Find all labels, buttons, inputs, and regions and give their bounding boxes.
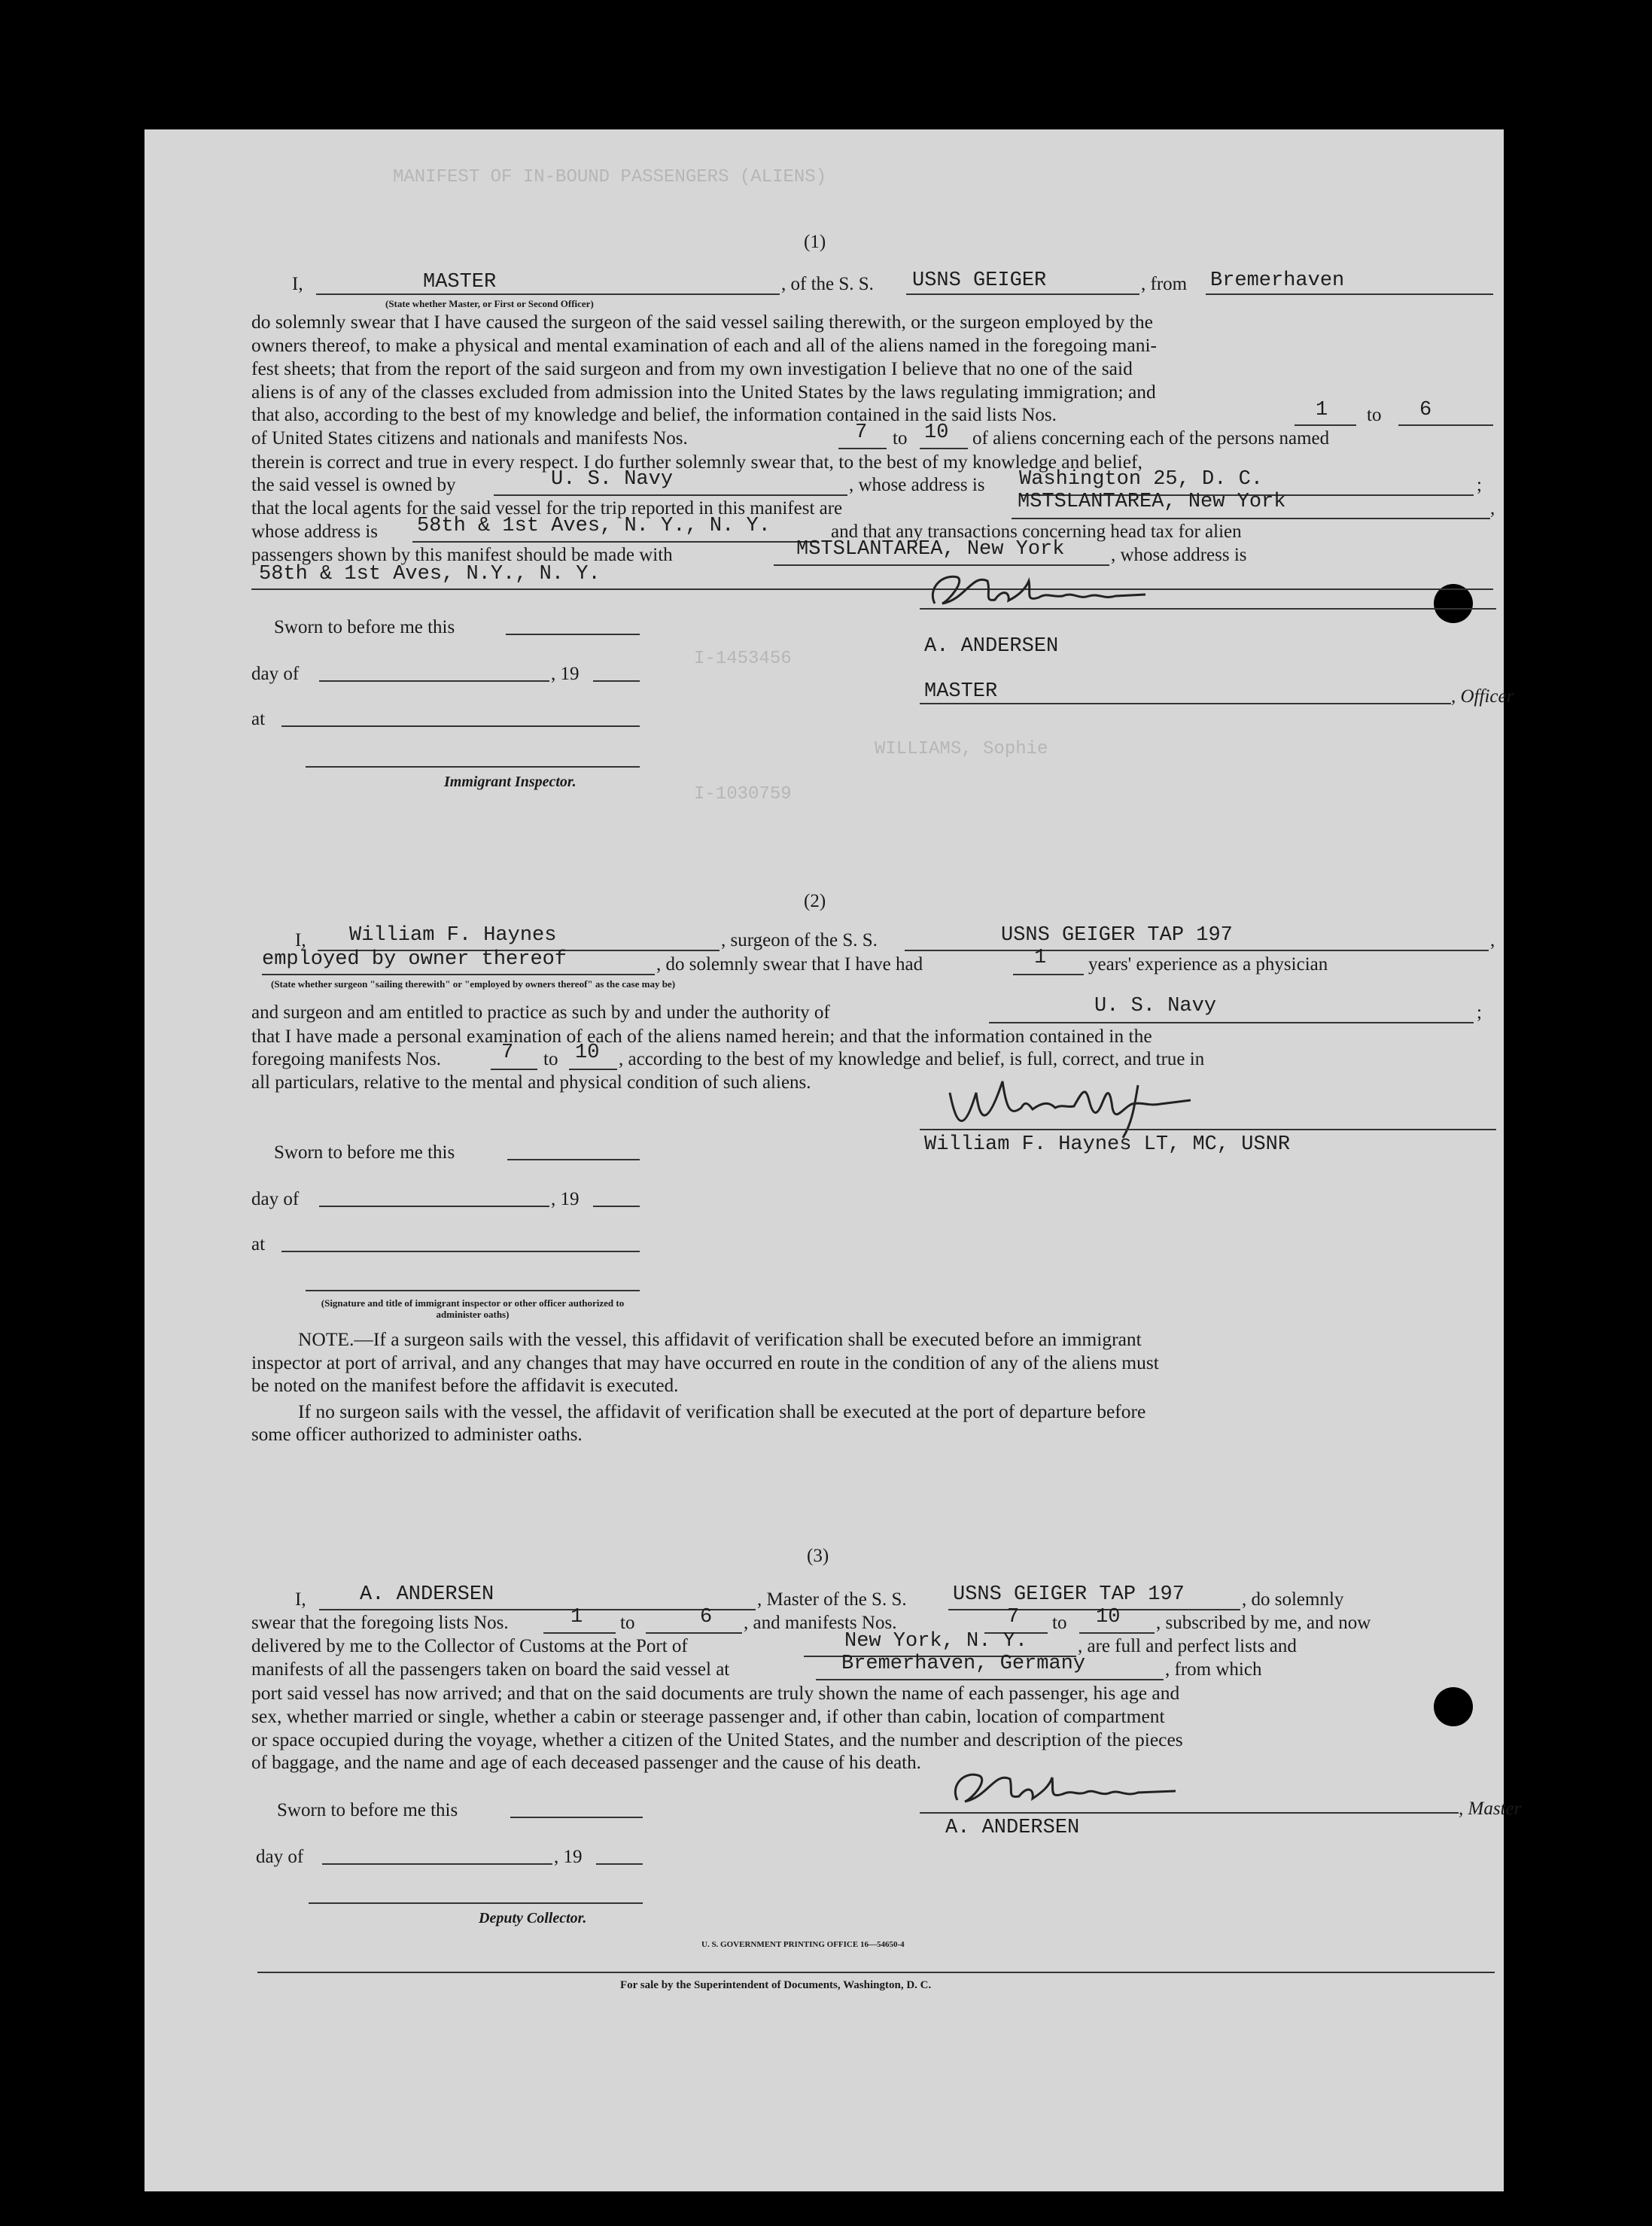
s3-line-7: or space occupied during the voyage, whether a citizen of the United States, and the number and description of the pieces [251,1729,1183,1750]
s3-line-5: port said vessel has now arrived; and that on the said documents are truly shown the name of each passenger, his age and [251,1682,1180,1704]
s1-agents-line [1012,518,1490,519]
s3-collector-caption: Deputy Collector. [479,1910,587,1926]
s1-dayof-line [319,680,549,682]
s3-collector-line [309,1902,643,1904]
s2-note-3: be noted on the manifest before the affidavit is executed. [251,1376,679,1396]
s3-dayof-line [322,1863,552,1865]
s1-signature-line [920,608,1496,610]
s3-lists-from: 1 [570,1606,583,1628]
s1-agents-field: MSTSLANTAREA, New York [1018,491,1286,513]
s1-master-caption: (State whether Master, or First or Second Officer) [385,298,594,309]
bleed-through-text: MANIFEST OF IN-BOUND PASSENGERS (ALIENS) [393,167,827,187]
s2-at-line [281,1251,640,1252]
s3-port-field: New York, N. Y. [844,1630,1028,1653]
s1-signature-name: A. ANDERSEN [924,635,1059,658]
s2-years-field: 1 [1034,947,1047,969]
s1-man-to: 10 [924,421,949,444]
s3-line-6: sex, whether married or single, whether a cabin or steerage passenger and, if other than cabin, location of compartment [251,1705,1165,1727]
section-3-number: (3) [807,1546,829,1566]
s3-lists-to: 6 [700,1606,713,1628]
s1-year-label: , 19 [551,664,580,684]
s3-master-label: , Master [1459,1799,1522,1819]
s3-line-4a: manifests of all the passengers taken on board the said vessel at [251,1659,730,1680]
bleed-through-text: I-1453456 [694,649,792,669]
footer-gpo: U. S. GOVERNMENT PRINTING OFFICE 16—54650-4 [701,1940,905,1949]
s1-master-field: MASTER [423,271,497,293]
s3-man-to: 10 [1096,1606,1121,1628]
s3-do-solemnly: , do solemnly [1242,1589,1344,1610]
s1-lists-to-line [1398,424,1493,426]
s1-lists-from: 1 [1316,399,1328,421]
s2-line-5a: foregoing manifests Nos. [251,1049,442,1069]
s1-line-10b: and that any transactions concerning head tax for alien [831,522,1242,542]
s1-owner-addr: Washington 25, D. C. [1019,468,1264,491]
s3-line-2a: swear that the foregoing lists Nos. [251,1613,509,1633]
section-1-number: (1) [804,232,826,252]
s1-i-label: I, [292,274,303,294]
s3-line-2c: , subscribed by me, and now [1156,1613,1371,1633]
s2-signature-name: William F. Haynes LT, MC, USNR [924,1133,1291,1156]
document-page [145,129,1522,2191]
s3-master-line [319,1609,756,1610]
s1-from-label: , from [1141,274,1188,294]
s1-line-3: fest sheets; that from the report of the said surgeon and from my own investigation I believe that no one of the said [251,357,1133,379]
s1-line-11a: passengers shown by this manifest should be made with [251,545,673,565]
s3-dayof-label: day of [256,1847,304,1867]
s1-line-5a: that also, according to the best of my knowledge and belief, the information contained in the said lists Nos. [251,405,1057,425]
s1-line-4: aliens is of any of the classes excluded from admission into the United States by the laws regulating immigration; and [251,381,1156,403]
s1-man-to-line [920,448,968,449]
s1-agents-addr-line [412,541,819,543]
s3-line-8: of baggage, and the name and age of each deceased passenger and the cause of his death. [251,1753,921,1773]
footer-rule [257,1972,1495,1973]
section-2-number: (2) [804,891,826,911]
s1-line-10a: whose address is [251,522,379,542]
s1-officer-label: , Officer [1451,686,1514,707]
s1-line-6a: of United States citizens and nationals and manifests Nos. [251,428,688,449]
s2-line-6: all particulars, relative to the mental and physical condition of such aliens. [251,1072,811,1093]
s2-line-4: that I have made a personal examination of each of the aliens named herein; and that the information contained in the [251,1025,1152,1047]
s3-master-field: A. ANDERSEN [360,1583,494,1606]
s1-lists-to: 6 [1419,399,1432,421]
s1-line-9a: that the local agents for the said vessel for the trip reported in this manifest are [251,498,843,518]
s1-owner-line [494,494,847,496]
s2-inspector-caption: (Signature and title of immigrant inspector or other officer authorized to administer oaths) [321,1297,625,1320]
s3-line-3b: , are full and perfect lists and [1078,1636,1297,1656]
s2-surgeon-of-label: , surgeon of the S. S. [721,930,878,950]
s1-line-11b: , whose address is [1111,545,1247,565]
s3-sworn-label: Sworn to before me this [277,1800,458,1820]
s2-year-label: , 19 [551,1189,580,1209]
s1-line-2: owners thereof, to make a physical and mental examination of each and all of the aliens named in the foregoing mani- [251,334,1158,356]
s1-line-1: do solemnly swear that I have caused the surgeon of the said vessel sailing therewith, or the surgeon employed by the [251,311,1153,333]
s1-to-label-2: to [893,428,908,449]
s3-lists-from-line [543,1632,616,1634]
s2-surgeon-field: William F. Haynes [349,924,557,947]
s1-from-line [1206,293,1493,295]
s2-man-from-line [491,1069,537,1070]
s1-sworn-line [506,634,640,635]
s2-employed-line [262,974,655,975]
s1-inspector-caption: Immigrant Inspector. [444,774,577,790]
s1-of-ss-label: , of the S. S. [781,274,874,294]
s1-line-7: therein is correct and true in every respect. I do further solemnly swear that, to the best of my knowledge and belief, [251,451,1142,473]
s1-dayof-label: day of [251,664,300,684]
s3-signature-name: A. ANDERSEN [945,1817,1080,1839]
s2-at-label: at [251,1234,266,1254]
s1-sworn-label: Sworn to before me this [274,617,455,637]
s2-i-label: I, [295,930,306,950]
s1-comma: , [1490,498,1495,518]
s2-note-5: some officer authorized to administer oaths. [251,1425,583,1445]
s3-signature-image [935,1755,1191,1815]
s3-master-of-label: , Master of the S. S. [757,1589,907,1610]
s2-vessel-line [905,950,1489,951]
s3-year-line [596,1863,643,1865]
s3-man-to-line [1079,1632,1155,1634]
s1-at-label: at [251,709,266,729]
s2-note-2: inspector at port of arrival, and any changes that may have occurred en route in the condition of any of the aliens must [251,1352,1159,1373]
s1-line-6b: of aliens concerning each of the persons named [972,428,1330,449]
s2-man-to: 10 [575,1042,600,1064]
s2-do-swear-label: , do solemnly swear that I have had [656,954,923,975]
s3-line-2b: , and manifests Nos. [744,1613,897,1633]
s1-line-8a: the said vessel is owned by [251,475,456,495]
s3-man-from: 7 [1007,1606,1020,1628]
s3-sworn-line [510,1817,643,1818]
s1-headtax-addr-line [251,588,1493,590]
s1-headtax-addr: 58th & 1st Aves, N.Y., N. Y. [259,563,601,585]
s1-to-label: to [1367,405,1382,425]
s1-line-8b: , whose address is [849,475,985,495]
s1-man-from-line [838,448,887,449]
s2-to-label: to [543,1049,558,1069]
s1-inspector-line [306,766,640,768]
s2-inspector-line [306,1290,640,1291]
s2-signature-line [920,1129,1496,1130]
s1-signature-image [920,558,1161,619]
s1-semicolon: ; [1477,475,1482,495]
s3-year-label: , 19 [554,1847,583,1867]
s3-vessel-line [948,1609,1240,1610]
s3-line-3a: delivered by me to the Collector of Customs at the Port of [251,1636,688,1656]
s1-officer-line [920,703,1451,704]
s1-owner-field: U. S. Navy [551,468,674,491]
bleed-through-text: WILLIAMS, Sophie [875,739,1048,759]
s2-semicolon: ; [1477,1002,1482,1023]
s2-man-from: 7 [501,1042,514,1064]
s2-dayof-line [319,1206,549,1207]
s2-authority-field: U. S. Navy [1094,995,1217,1017]
s1-from-field: Bremerhaven [1210,269,1345,292]
s2-sworn-label: Sworn to before me this [274,1142,455,1163]
s1-year-line [593,680,640,682]
s1-officer-field: MASTER [924,680,998,703]
s2-comma: , [1490,930,1495,950]
s3-port-dep-line [816,1679,1164,1680]
s1-at-line [281,725,640,727]
s2-line-3a: and surgeon and am entitled to practice as such by and under the authority of [251,1002,830,1023]
s3-i-label: I, [295,1589,306,1610]
s1-master-line [316,293,780,295]
s3-signature-line [920,1812,1459,1814]
s2-line-5b: , according to the best of my knowledge and belief, is full, correct, and true in [619,1049,1205,1069]
s2-years-label: years' experience as a physician [1088,954,1328,975]
s2-sworn-line [507,1159,640,1160]
s3-port-dep-field: Bremerhaven, Germany [841,1653,1086,1675]
s2-years-line [1013,974,1084,975]
s1-vessel-line [906,293,1139,295]
s2-note-1: NOTE.—If a surgeon sails with the vessel, this affidavit of verification shall be executed before an immigrant [298,1328,1142,1350]
s1-lists-from-line [1295,424,1356,426]
s3-lists-to-line [646,1632,742,1634]
s2-dayof-label: day of [251,1189,300,1209]
bleed-through-text: I-1030759 [694,784,792,804]
s2-note-4: If no surgeon sails with the vessel, the affidavit of verification shall be executed at the port of departure before [298,1400,1146,1422]
s2-man-to-line [569,1069,617,1070]
s2-vessel-field: USNS GEIGER TAP 197 [1001,924,1233,947]
footer-sale: For sale by the Superintendent of Documents, Washington, D. C. [620,1979,932,1991]
s3-to-label: to [620,1613,635,1633]
s2-authority-line [989,1022,1474,1023]
s2-employed-caption: (State whether surgeon "sailing therewith" or "employed by owners thereof" as the case may be) [271,978,676,990]
s1-man-from: 7 [855,421,868,444]
s3-line-4b: , from which [1165,1659,1262,1680]
s1-agents-addr: 58th & 1st Aves, N. Y., N. Y. [417,515,771,537]
s1-vessel-field: USNS GEIGER [912,269,1047,292]
s2-year-line [593,1206,640,1207]
s1-headtax-field: MSTSLANTAREA, New York [796,538,1065,561]
s2-employed-field: employed by owner thereof [262,948,567,971]
s3-vessel-field: USNS GEIGER TAP 197 [953,1583,1185,1606]
s3-to-label-2: to [1052,1613,1067,1633]
